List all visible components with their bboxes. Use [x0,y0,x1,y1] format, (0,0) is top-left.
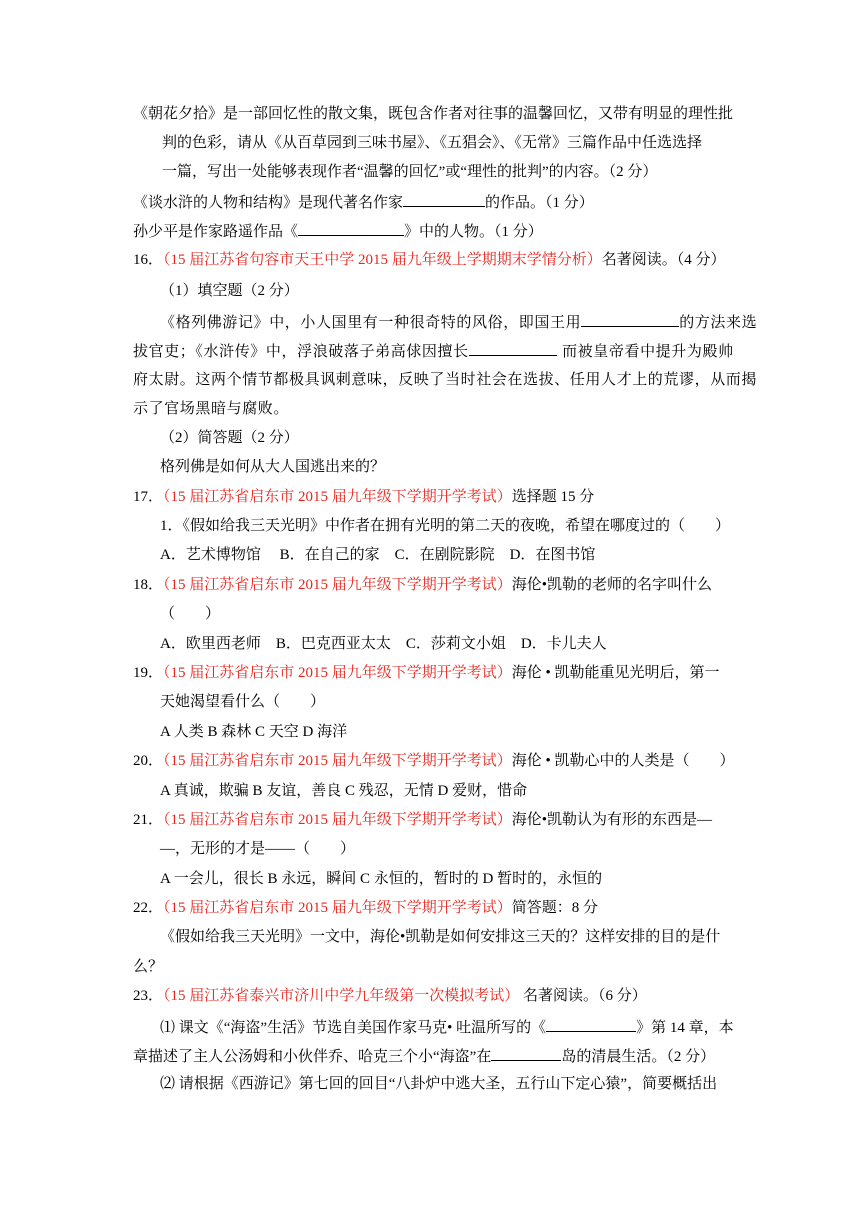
line-text: 》中的人物。（1 分） [404,224,543,240]
line-text: ⑵ 请根据《西游记》第七回的回目“八卦炉中逃大圣，五行山下定心猿”，简要概括出 [160,1076,718,1092]
line-text: 拔官吏；《水浒传》中，浮浪破落子弟高俅因擅长 [133,342,469,360]
line-text: 简答题：8 分 [511,900,599,916]
line-text: （2）简答题（2 分） [160,430,299,446]
line-text: 选择题 15 分 [511,489,595,505]
fill-blank [581,311,679,327]
line-13 [133,487,594,507]
line-text: A．欧里西老师 B．巴克西亚太太 C．莎莉文小姐 D．卡儿夫人 [160,636,607,652]
line-6 [160,281,299,301]
line-text: （ ） [160,606,221,622]
line-27 [133,898,598,918]
line-text: 《格列佛游记》中，小人国里有一种很奇特的风俗，即国王用 [160,313,582,331]
line-1 [162,133,702,153]
question-source: （15 届江苏省启东市 2015 届九年级下学期开学考试） [163,577,512,593]
line-31 [160,1016,734,1038]
line-30 [133,986,647,1006]
line-text: 名著阅读。（4 分） [601,252,726,268]
line-18 [160,634,607,654]
line-23 [160,781,527,801]
line-0 [133,104,733,124]
line-text: 的作品。（1 分） [485,195,594,211]
line-text: A 人类 B 森林 C 天空 D 海洋 [160,724,348,740]
line-text: 《假如给我三天光明》一文中，海伦•凯勒是如何安排这三天的？这样安排的目的是什 [160,929,721,945]
fill-blank [546,1016,636,1032]
line-2 [162,162,657,182]
line-3 [133,191,594,213]
line-text: 《朝花夕拾》是一部回忆性的散文集，既包含作者对往事的温馨回忆，又带有明显的理性批 [133,106,734,122]
line-22 [133,751,735,771]
fill-blank [469,340,557,356]
line-text: 的方法来选 [679,313,758,331]
line-text: —，无形的才是——（ ） [160,841,356,857]
question-source: （15 届江苏省句容市天王中学 2015 届九年级上学期期末学情分析） [163,252,602,268]
line-text: 18． [133,577,164,593]
line-text: 么？ [133,959,164,975]
line-11 [160,428,299,448]
line-10 [133,398,289,418]
line-text: 23． [133,988,164,1004]
line-9 [133,369,757,389]
line-text: 16． [133,252,164,268]
line-text: 示了官场黑暗与腐败。 [133,399,290,417]
line-text: A 一会儿，很长 B 永远，瞬间 C 永恒的，暂时的 D 暂时的，永恒的 [160,871,603,887]
line-26 [160,869,602,889]
line-16 [133,575,712,595]
line-text: 海伦•凯勒认为有形的东西是— [511,812,713,828]
line-text: ⑴ 课文《“海盗”生活》节选自美国作家马克• 吐温所写的《 [160,1020,547,1036]
line-33 [160,1074,717,1094]
line-text: 海伦 • 凯勒心中的人类是（ ） [511,753,735,769]
line-24 [133,810,712,830]
line-text: 府太尉。这两个情节都极具讽刺意味，反映了当时社会在选拔、任用人才上的荒谬，从而揭 [133,370,758,388]
line-28 [160,927,720,947]
line-text: 《谈水浒的人物和结构》是现代著名作家 [133,195,404,211]
line-text: 一篇，写出一处能够表现作者“温馨的回忆”或“理性的批判”的内容。（2 分） [162,164,658,180]
line-8 [133,340,734,361]
line-text: 》第 14 章，本 [636,1020,734,1036]
line-text: A．艺术博物馆 B．在自己的家 C．在剧院影院 D．在图书馆 [160,547,596,563]
line-15 [160,545,595,565]
line-text: 章描述了主人公汤姆和小伙伴乔、哈克三个小“海盗”在 [133,1049,492,1065]
line-text: A 真诚，欺骗 B 友谊，善良 C 残忍，无情 D 爱财，惜命 [160,783,528,799]
fill-blank [403,191,485,207]
line-text: 海伦•凯勒的老师的名字叫什么 [511,577,713,593]
line-text: 格列佛是如何从大人国逃出来的？ [160,459,386,475]
line-text: 20． [133,753,164,769]
line-text: （1）填空题（2 分） [160,283,299,299]
question-source: （15 届江苏省启东市 2015 届九年级下学期开学考试） [163,665,512,681]
line-4 [133,220,543,242]
line-14 [160,516,730,536]
line-text: 21． [133,812,164,828]
line-5 [133,250,726,270]
line-12 [160,457,385,477]
line-32 [133,1045,715,1067]
line-text: 而被皇帝看中提升为殿帅 [556,342,734,360]
question-source: （15 届江苏省泰兴市济川中学九年级第一次模拟考试） [163,988,520,1004]
line-19 [133,663,720,683]
line-text: 海伦 • 凯勒能重见光明后，第一 [511,665,720,681]
question-source: （15 届江苏省启东市 2015 届九年级下学期开学考试） [163,900,512,916]
fill-blank [298,220,404,236]
line-7 [160,311,757,332]
question-source: （15 届江苏省启东市 2015 届九年级下学期开学考试） [163,812,512,828]
line-text: 天她渴望看什么（ ） [160,694,326,710]
line-text: 名著阅读。（6 分） [519,988,647,1004]
line-text: 22． [133,900,164,916]
line-text: 17． [133,489,164,505]
line-text: 1．《假如给我三天光明》中作者在拥有光明的第二天的夜晚，希望在哪度过的（ ） [160,518,731,534]
line-25 [160,839,355,859]
line-text: 岛的清晨生活。（2 分） [561,1049,716,1065]
question-source: （15 届江苏省启东市 2015 届九年级下学期开学考试） [163,753,512,769]
line-text: 孙少平是作家路遥作品《 [133,224,299,240]
line-17 [160,604,220,624]
line-29 [133,957,163,977]
line-text: 19． [133,665,164,681]
line-21 [160,722,347,742]
line-20 [160,692,325,712]
line-text: 判的色彩，请从《从百草园到三味书屋》、《五猖会》、《无常》三篇作品中任选选择 [162,135,703,151]
fill-blank [491,1045,561,1061]
question-source: （15 届江苏省启东市 2015 届九年级下学期开学考试） [163,489,512,505]
